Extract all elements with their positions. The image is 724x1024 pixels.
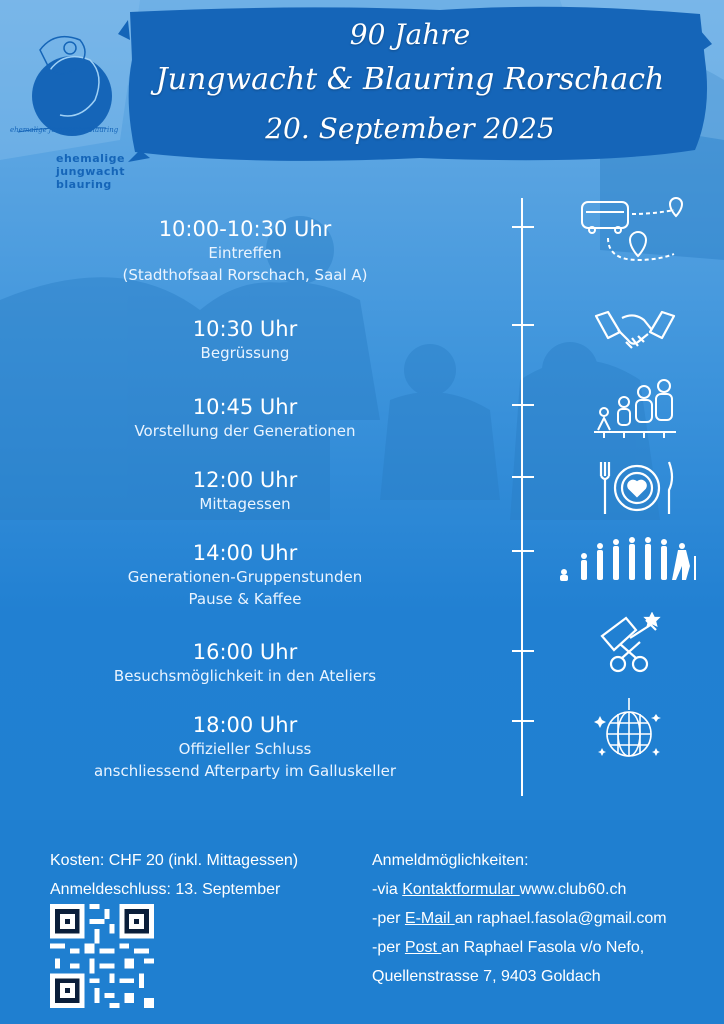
timeline-tick bbox=[512, 226, 534, 228]
logo-line-1: ehemalige bbox=[56, 152, 126, 165]
schedule-item bbox=[40, 316, 450, 364]
registration-prefix: -per bbox=[372, 910, 405, 927]
website-text: www.club60.ch bbox=[519, 881, 627, 898]
timeline-tick bbox=[512, 476, 534, 478]
email-text: an raphael.fasola@gmail.com bbox=[454, 910, 667, 927]
timeline-tick bbox=[512, 324, 534, 326]
schedule-time: 10:45 Uhr bbox=[192, 395, 298, 419]
logo-line-3: blauring bbox=[56, 178, 112, 191]
timeline-line bbox=[521, 198, 523, 796]
schedule-desc: anschliessend Afterparty im Galluskeller bbox=[93, 762, 397, 780]
cost-line: Kosten: CHF 20 (inkl. Mittagessen) bbox=[50, 852, 299, 869]
qr-code[interactable] bbox=[50, 904, 154, 1008]
title-line-3: 20. September 2025 bbox=[265, 112, 555, 145]
logo-line-2: jungwacht bbox=[56, 165, 126, 178]
schedule-item bbox=[40, 712, 450, 782]
timeline-tick bbox=[512, 650, 534, 652]
schedule-desc: Offizieller Schluss bbox=[178, 740, 312, 758]
handshake-icon bbox=[592, 302, 678, 360]
schedule-desc: Generationen-Gruppenstunden bbox=[127, 568, 363, 586]
logo-script-text: ehemalige jungwacht blauring bbox=[10, 126, 119, 134]
schedule-time: 16:00 Uhr bbox=[192, 640, 298, 664]
contact-form-link[interactable]: Kontaktformular bbox=[402, 881, 520, 898]
registration-heading: Anmeldmöglichkeiten: bbox=[372, 852, 529, 869]
schedule-time: 10:00-10:30 Uhr bbox=[158, 217, 332, 241]
schedule-desc: Eintreffen bbox=[208, 244, 282, 262]
schedule-desc: Mittagessen bbox=[199, 495, 291, 513]
schedule-time: 18:00 Uhr bbox=[192, 713, 298, 737]
schedule-desc: Begrüssung bbox=[200, 344, 290, 362]
disco-ball-icon bbox=[594, 696, 664, 766]
registration-web bbox=[372, 875, 667, 904]
cost-info bbox=[50, 846, 298, 904]
schedule-time: 12:00 Uhr bbox=[192, 468, 298, 492]
schedule-item bbox=[40, 216, 450, 286]
registration-info bbox=[372, 846, 667, 991]
schedule-desc: Vorstellung der Generationen bbox=[134, 422, 356, 440]
registration-mail bbox=[372, 904, 667, 933]
schedule-item bbox=[40, 540, 450, 610]
registration-prefix: -via bbox=[372, 881, 403, 898]
human-evolution-icon bbox=[556, 536, 702, 584]
registration-prefix: -per bbox=[372, 939, 405, 956]
title-line-1: 90 Jahre bbox=[349, 18, 471, 51]
post-text: an Raphael Fasola v/o Nefo, bbox=[441, 939, 645, 956]
schedule-desc: Pause & Kaffee bbox=[188, 590, 302, 608]
timeline-tick bbox=[512, 550, 534, 552]
timeline-tick bbox=[512, 404, 534, 406]
bus-route-icon bbox=[578, 194, 688, 266]
timeline-tick bbox=[512, 720, 534, 722]
schedule-desc: (Stadthofsaal Rorschach, Saal A) bbox=[122, 266, 368, 284]
schedule-time: 14:00 Uhr bbox=[192, 541, 298, 565]
schedule-item bbox=[40, 639, 450, 687]
family-generations-icon bbox=[592, 376, 678, 442]
registration-post bbox=[372, 933, 667, 962]
email-link[interactable]: E-Mail bbox=[404, 910, 455, 927]
postal-address: Quellenstrasse 7, 9403 Goldach bbox=[372, 968, 601, 985]
craft-tools-icon bbox=[596, 612, 662, 678]
schedule-desc: Besuchsmöglichkeit in den Ateliers bbox=[113, 667, 377, 685]
title-line-2: Jungwacht & Blauring Rorschach bbox=[155, 62, 665, 97]
schedule-item bbox=[40, 467, 450, 515]
plate-cutlery-icon bbox=[595, 458, 679, 518]
deadline-line: Anmeldeschluss: 13. September bbox=[50, 881, 281, 898]
schedule-time: 10:30 Uhr bbox=[192, 317, 298, 341]
post-link[interactable]: Post bbox=[404, 939, 442, 956]
schedule-item bbox=[40, 394, 450, 442]
